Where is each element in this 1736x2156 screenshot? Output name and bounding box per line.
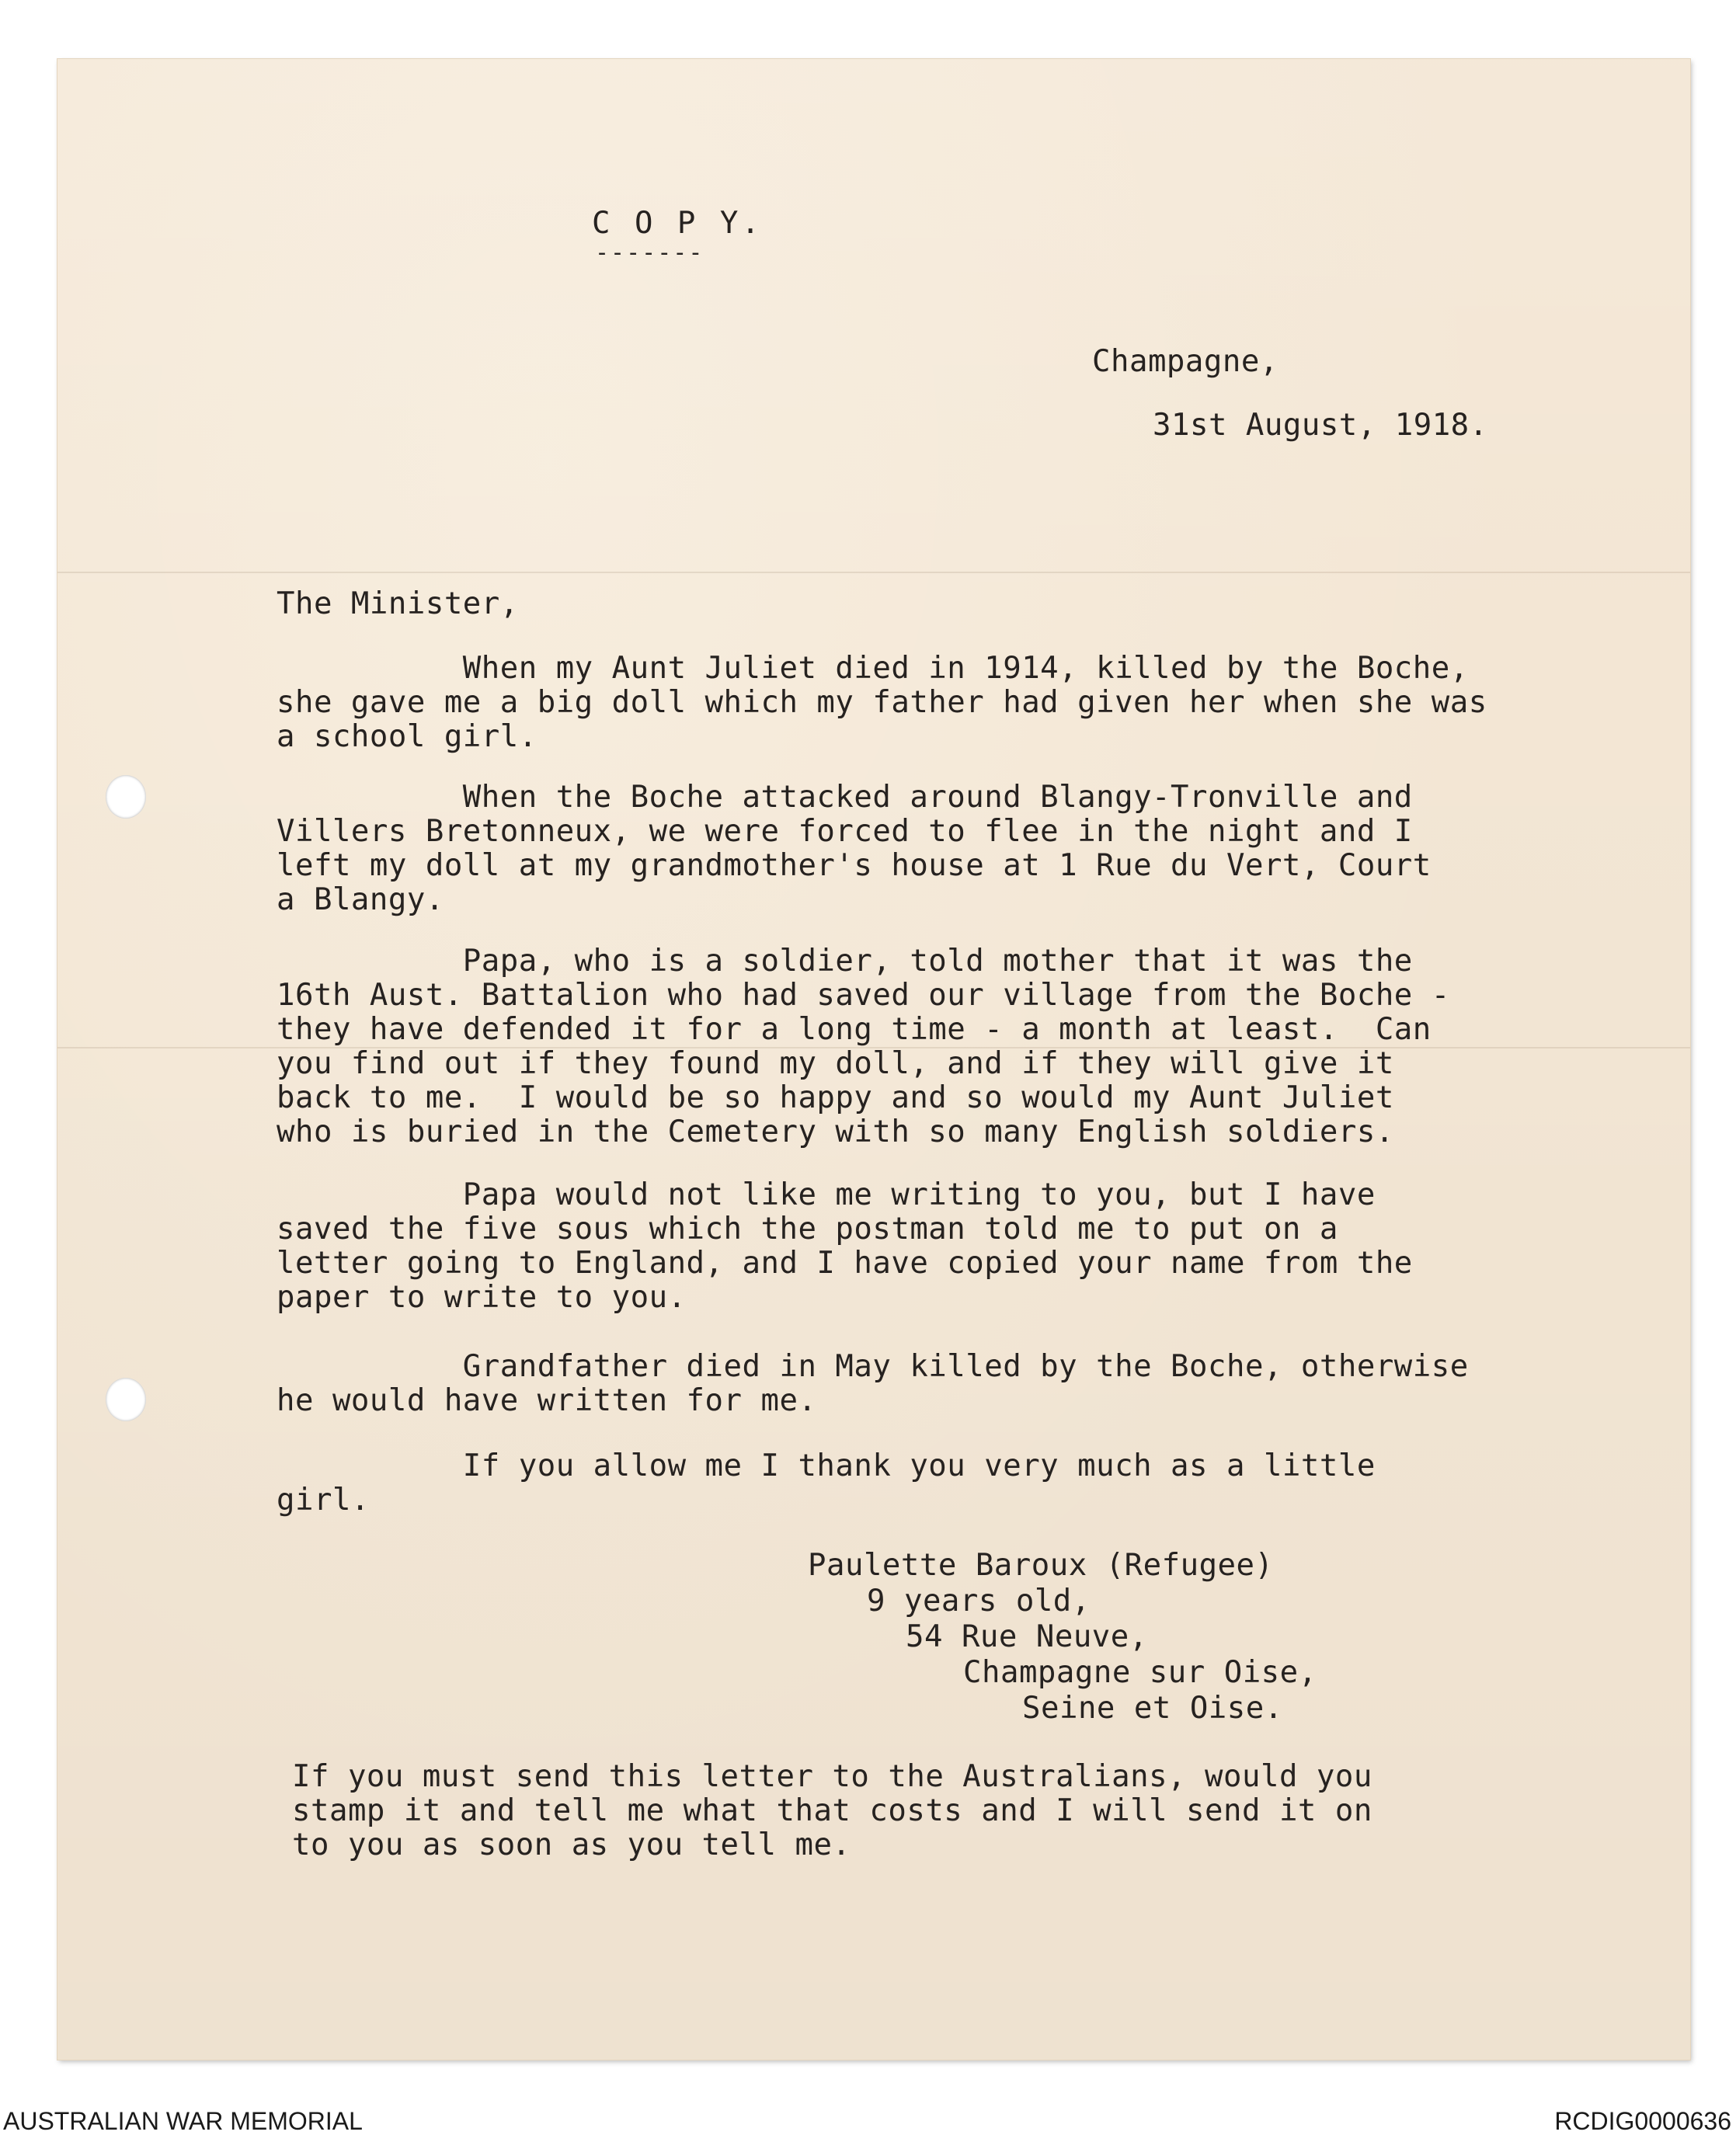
copy-heading: C O P Y.	[592, 206, 763, 241]
paragraph-1: When my Aunt Juliet died in 1914, killed by the Boche, she gave me a big doll which my father had given her when she was a school girl.	[277, 651, 1487, 754]
page-fold	[57, 572, 1690, 573]
letter-place: Champagne,	[1092, 344, 1279, 379]
signature-age: 9 years old,	[867, 1584, 1091, 1619]
paragraph-5: Grandfather died in May killed by the Boche, otherwise he would have written for me.	[277, 1349, 1469, 1418]
catalogue-id: RCDIG0000636	[1554, 2107, 1731, 2135]
letter-date: 31st August, 1918.	[1153, 408, 1488, 443]
salutation: The Minister,	[277, 586, 519, 621]
paragraph-3: Papa, who is a soldier, told mother that it was the 16th Aust. Battalion who had saved our village from the Boche - they have defended it for a long time - a month at least. Can you find out if they found my doll, and if they will give it back to me. I would be so happy and so would my Aunt Juliet who is buried in the Cemetery with so many English soldiers.	[277, 944, 1450, 1149]
paragraph-2: When the Boche attacked around Blangy-Tronville and Villers Bretonneux, we were forced to flee in the night and I left my doll at my grandmother's house at 1 Rue du Vert, Court a Blangy.	[277, 780, 1432, 917]
signature-street: 54 Rue Neuve,	[906, 1619, 1148, 1654]
signature-name: Paulette Baroux (Refugee)	[808, 1548, 1274, 1583]
signature-region: Seine et Oise.	[1022, 1691, 1283, 1726]
punch-hole	[106, 1378, 146, 1421]
punch-hole	[106, 775, 146, 819]
signature-town: Champagne sur Oise,	[963, 1655, 1317, 1690]
heading-underline: -------	[595, 239, 704, 266]
letter-page	[57, 59, 1690, 2060]
paragraph-6: If you allow me I thank you very much as a little girl.	[277, 1448, 1376, 1518]
paragraph-4: Papa would not like me writing to you, but I have saved the five sous which the postman told me to put on a letter going to England, and I have copied your name from the paper to write to you.	[277, 1177, 1413, 1315]
postscript: If you must send this letter to the Australians, would you stamp it and tell me what that costs and I will send it on to you as soon as you tell me.	[292, 1759, 1372, 1862]
institution-caption: AUSTRALIAN WAR MEMORIAL	[3, 2107, 363, 2135]
